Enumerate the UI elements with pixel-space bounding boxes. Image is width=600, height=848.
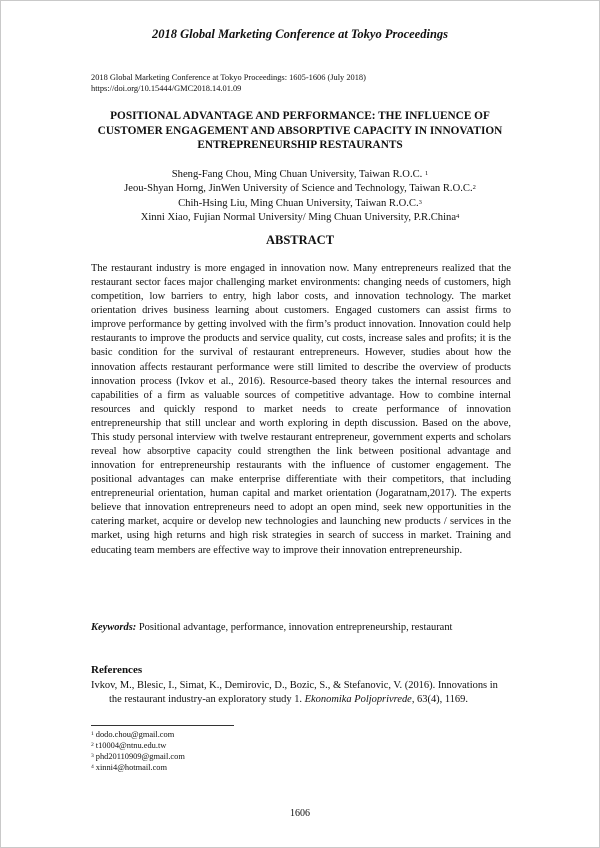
running-header: 2018 Global Marketing Conference at Tokyo Proceedings	[151, 27, 449, 41]
journal-name: Ekonomika Poljoprivrede	[304, 694, 412, 706]
page-number: 1606	[290, 808, 310, 819]
citation-line: 2018 Global Marketing Conference at Tokyo Proceedings: 1605-1606 (July 2018)	[91, 73, 366, 82]
affiliation-mark: 4	[456, 212, 460, 220]
keywords	[91, 621, 511, 635]
email-link[interactable]: dodo.chou@gmail.com	[95, 730, 175, 739]
footnote: $^3$ phd20110909@gmail.com	[91, 752, 185, 761]
footnote: $^4$ xinni4@hotmail.com	[91, 763, 168, 772]
footnote: $^1$ dodo.chou@gmail.com	[91, 730, 175, 739]
paper-title: POSITIONAL ADVANTAGE AND PERFORMANCE: THE INFLUENCE OF CUSTOMER ENGAGEMENT AND ABSORPTIVE CAPACITY IN INNOVATION ENTREPRENEURSHIP RESTAURANTS	[97, 110, 503, 151]
affiliation-mark: 3	[418, 198, 422, 206]
reference-entry: Ivkov, M., Blesic, I., Simat, K., Demirovic, D., Bozic, S., & Stefanovic, V. (2016). Innovations in the restaurant industry-an exploratory study 1. Ekonomika Poljoprivrede, 63(4), 1169.	[91, 680, 498, 706]
keywords-label: Keywords:	[91, 622, 137, 633]
citation-block	[91, 72, 366, 94]
keywords-text: Positional advantage, performance, innovation entrepreneurship, restaurant	[136, 622, 453, 633]
footnote-divider	[91, 725, 234, 726]
email-link[interactable]: xinni4@hotmail.com	[95, 763, 168, 772]
affiliation-mark: 1	[424, 170, 429, 177]
doi-link[interactable]: https://doi.org/10.15444/GMC2018.14.01.09	[91, 84, 242, 93]
email-link[interactable]: phd20110909@gmail.com	[95, 752, 185, 761]
footnote: $^2$ t10004@ntnu.edu.tw	[91, 741, 167, 750]
author-line: Sheng-Fang Chou, Ming Chuan University, Taiwan R.O.C. $^1$	[171, 169, 429, 180]
author-list	[0, 168, 600, 225]
author-line: Jeou-Shyan Horng, JinWen University of Science and Technology, Taiwan R.O.C.$^2$	[124, 183, 476, 195]
affiliation-mark: 2	[472, 184, 476, 192]
author-line: Xinni Xiao, Fujian Normal University/ Ming Chuan University, P.R.China$^4$	[140, 211, 460, 223]
abstract-text: The restaurant industry is more engaged in innovation now. Many entrepreneurs realized that the restaurant sector faces major challenging market environments: changing needs of customers, high competition, low barriers to entry, high labor costs, and innovation technology. The market orientation drives business learning about customers. Engaged customers can assist firms to improve performance by getting involved with the firm’s product innovation. Innovation could help restaurants to improve the products and service quality, cut costs, increase sales and profits; it is the basic condition for the survival of restaurant entrepreneurs. However, studies about how the innovation affects restaurant performance were still limited to describe the overview of products innovation process (Ivkov et al., 2016). Resource-based theory takes the internal resources and capabilities of a firm as valuable sources of competitive advantage. How to combine internal resources and quickly respond to market needs to create performance of innovation entrepreneurship that still unclear and worth exploring in depth discussion. Based on the above, This study personal interview with twelve restaurant entrepreneur, government experts and scholars reveal how absorptive capacity could strengthen the link between positional advantage and innovation for entrepreneurship restaurants with the influence of customer engagement. The positional advantages can make enterprise differentiate with their competitors, that including entrepreneurial orientation, human capital and market orientation (Jogaratnam,2017). The experts believe that innovation entrepreneurs need to adopt an open mind, seek new opportunities in the catering market, acquire or develop new technologies and launching new products / services in the market, using high returns and high risk strategies in search of success in market. Training and educating team members are effective way to improve their innovation entrepreneurship.	[91, 263, 511, 556]
email-link[interactable]: t10004@ntnu.edu.tw	[95, 741, 167, 750]
references-heading: References	[91, 664, 143, 676]
abstract-heading: ABSTRACT	[265, 233, 335, 247]
footnotes	[91, 729, 185, 773]
author-line: Chih-Hsing Liu, Ming Chuan University, Taiwan R.O.C.$^3$	[178, 197, 422, 209]
